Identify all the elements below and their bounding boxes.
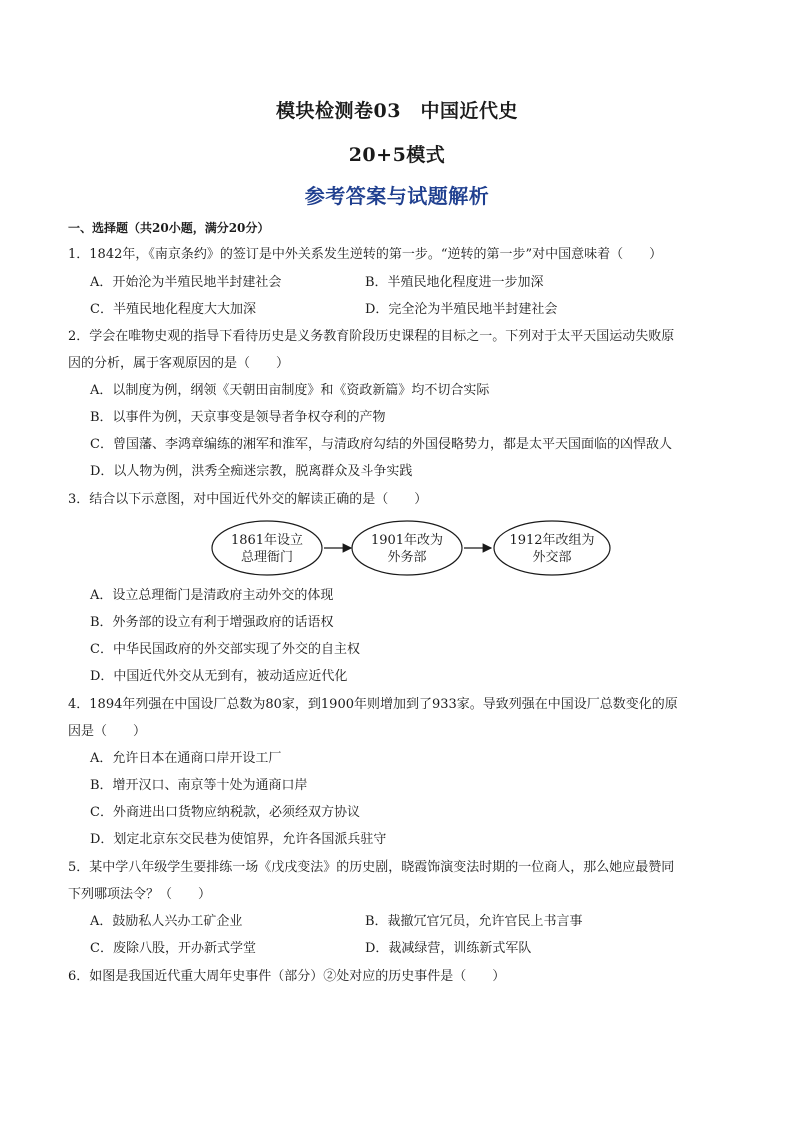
diagram-node-1-line-1: 1861年设立	[230, 533, 304, 548]
question-5-stem-line-2: 下列哪项法令？（ ）	[68, 887, 212, 902]
question-3-option-a: A．设立总理衙门是清政府主动外交的体现	[90, 588, 334, 603]
diagram-node-2-line-1: 1901年改为	[370, 533, 444, 548]
question-4-option-a: A．允许日本在通商口岸开设工厂	[90, 751, 282, 766]
question-2-option-b: B．以事件为例，天京事变是领导者争权夺利的产物	[90, 410, 386, 425]
question-3-option-c: C．中华民国政府的外交部实现了外交的自主权	[90, 642, 360, 657]
question-1-option-c: C．半殖民地化程度大大加深	[90, 302, 256, 317]
diagram-node-3	[494, 521, 610, 575]
question-5-option-d: D．裁减绿营，训练新式军队	[365, 941, 532, 956]
diagram-node-1	[212, 521, 322, 575]
question-3-option-d: D．中国近代外交从无到有，被动适应近代化	[90, 669, 348, 684]
question-2-option-a: A．以制度为例，纲领《天朝田亩制度》和《资政新篇》均不切合实际	[90, 383, 490, 398]
diplomacy-flow-diagram	[211, 518, 631, 578]
question-5-option-b: B．裁撤冗官冗员，允许官民上书言事	[365, 914, 583, 929]
question-2-option-d: D．以人物为例，洪秀全痴迷宗教，脱离群众及斗争实践	[90, 464, 413, 479]
question-2-stem-line-1: 2．学会在唯物史观的指导下看待历史是义务教育阶段历史课程的目标之一。下列对于太平天国运动失败原	[68, 329, 675, 344]
diagram-node-2-line-2: 外务部	[387, 550, 427, 565]
question-4-option-d: D．划定北京东交民巷为使馆界，允许各国派兵驻守	[90, 832, 387, 847]
diagram-node-3-line-2: 外交部	[532, 550, 572, 565]
question-4-option-c: C．外商进出口货物应纳税款，必须经双方协议	[90, 805, 360, 820]
question-2-option-c: C．曾国藩、李鸿章编练的湘军和淮军，与清政府勾结的外国侵略势力，都是太平天国面临的凶悍敌人	[90, 437, 672, 452]
diagram-node-2	[352, 521, 462, 575]
question-5-stem-line-1: 5．某中学八年级学生要排练一场《戊戌变法》的历史剧，晓霞饰演变法时期的一位商人，那么她应最赞同	[68, 860, 675, 875]
exam-subtitle: 20+5模式	[348, 144, 446, 166]
question-1-option-d: D．完全沦为半殖民地半封建社会	[365, 302, 558, 317]
section-heading: 一、选择题（共20小题，满分20分）	[68, 221, 270, 235]
question-4-stem-line-2: 因是（ ）	[68, 724, 147, 739]
diagram-node-3-line-1: 1912年改组为	[509, 533, 595, 548]
question-3-option-b: B．外务部的设立有利于增强政府的话语权	[90, 615, 334, 630]
question-4-option-b: B．增开汉口、南京等十处为通商口岸	[90, 778, 308, 793]
diagram-node-1-line-2: 总理衙门	[240, 550, 294, 565]
question-2-stem-line-2: 因的分析，属于客观原因的是（ ）	[68, 356, 290, 371]
question-1-option-b: B．半殖民地化程度进一步加深	[365, 275, 544, 290]
question-1-option-a: A．开始沦为半殖民地半封建社会	[90, 275, 282, 290]
answer-heading: 参考答案与试题解析	[304, 184, 490, 208]
question-5-option-c: C．废除八股，开办新式学堂	[90, 941, 256, 956]
question-6-stem: 6．如图是我国近代重大周年史事件（部分）②处对应的历史事件是（ ）	[68, 969, 506, 984]
question-3-stem: 3．结合以下示意图，对中国近代外交的解读正确的是（ ）	[68, 492, 428, 507]
question-1-stem: 1．1842年，《南京条约》的签订是中外关系发生逆转的第一步。“逆转的第一步”对中国意味着（ ）	[68, 247, 663, 262]
question-4-stem-line-1: 4．1894年列强在中国设厂总数为80家，到1900年则增加到了933家。导致列强在中国设厂总数变化的原	[68, 697, 678, 712]
exam-title: 模块检测卷03 中国近代史	[276, 100, 518, 122]
question-5-option-a: A．鼓励私人兴办工矿企业	[90, 914, 243, 929]
